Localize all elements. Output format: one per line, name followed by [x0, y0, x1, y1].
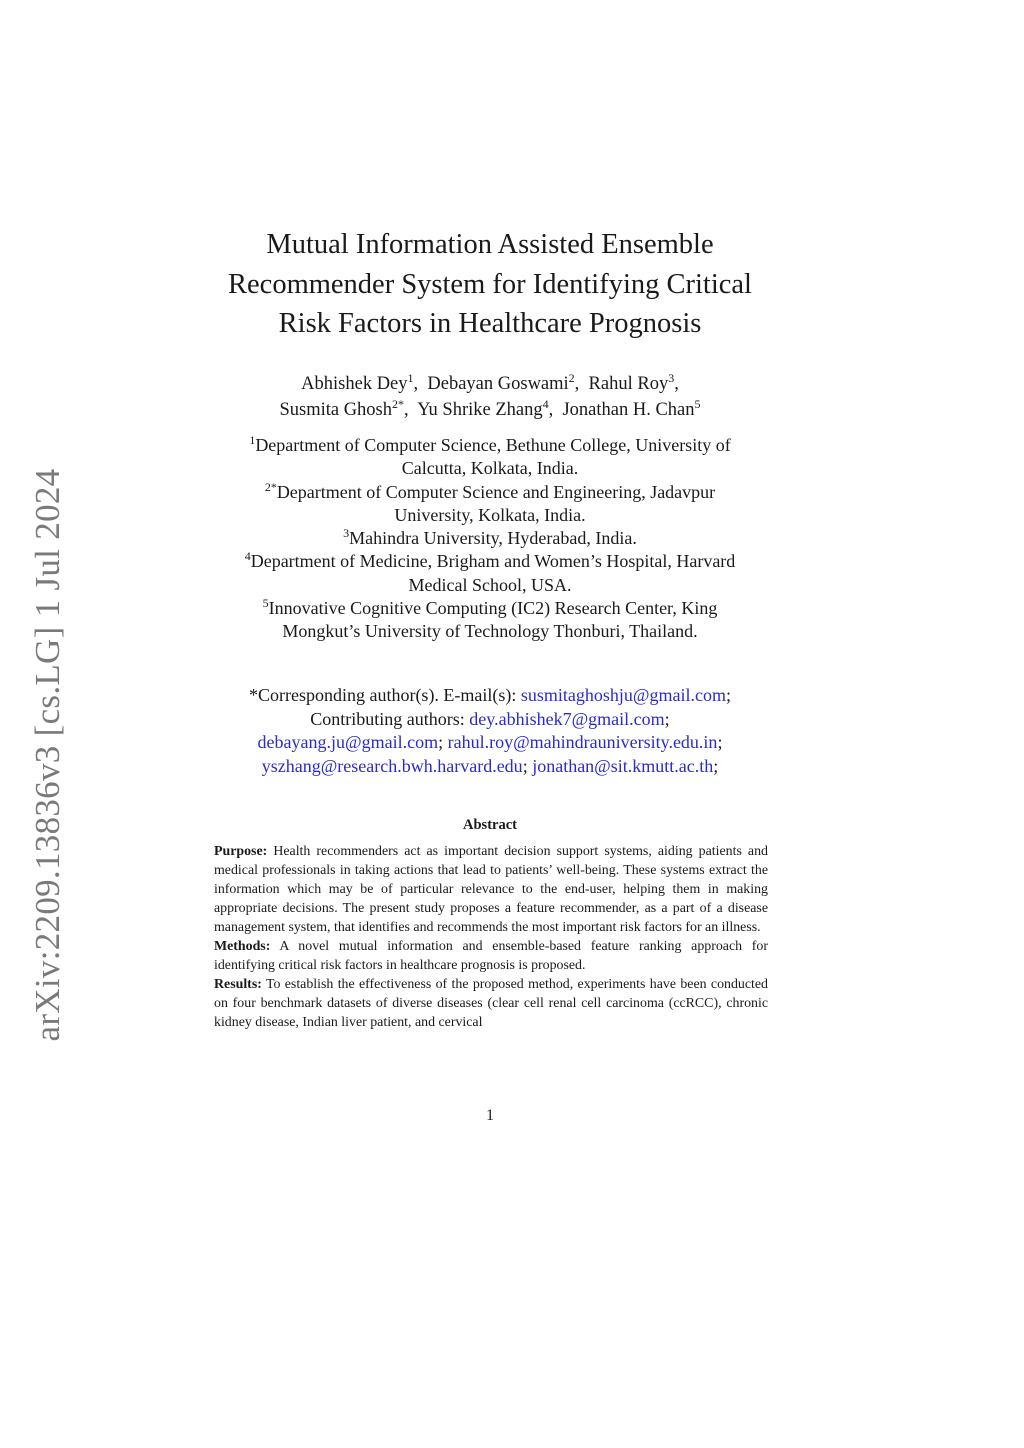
page-number: 1 [486, 1107, 494, 1124]
affiliation-line [190, 597, 790, 620]
abstract-section-label: Purpose: [214, 844, 268, 859]
author-name-text: Rahul Roy [588, 374, 669, 394]
affiliation-marker: 3 [343, 526, 350, 541]
author-line: Abhishek Dey$^1$, Debayan Goswami$^2$, Rahul Roy$^3$, [301, 371, 679, 394]
email-link[interactable]: susmitaghoshju@gmail.com [520, 685, 726, 705]
affiliation-text: Department of Medicine, Brigham and Women’s Hospital, Harvard [250, 551, 736, 572]
author-name-text: Debayan Goswami [427, 374, 569, 394]
affiliation-line: Medical School, USA. [408, 574, 572, 595]
abstract-section-text: A novel mutual information and ensemble-based feature ranking approach for identifying critical risk factors in healthcare prognosis is proposed. [214, 939, 768, 973]
author-affiliation-marker: 5 [694, 397, 701, 411]
affiliation-marker: 5 [262, 596, 269, 611]
affiliation-line: Mongkut’s University of Technology Thonburi, Thailand. [282, 621, 698, 642]
email-line [190, 755, 790, 779]
affiliation-list [190, 434, 790, 644]
email-link[interactable]: yszhang@research.bwh.harvard.edu [261, 756, 523, 777]
affiliation-line [190, 550, 790, 573]
correspondence-block [190, 684, 790, 779]
abstract-section-label: Methods: [214, 939, 271, 954]
affiliation-line [190, 434, 790, 457]
author-affiliation-marker: 2* [392, 397, 405, 411]
affiliation-line [190, 527, 790, 550]
author-affiliation-marker: 3 [668, 371, 675, 385]
abstract-section-methods [214, 937, 768, 975]
author-name [301, 371, 414, 394]
title-line: Risk Factors in Healthcare Prognosis [278, 308, 702, 339]
affiliation-line: Calcutta, Kolkata, India. [401, 458, 579, 479]
abstract-section-text: Health recommenders act as important decision support systems, aiding patients and medical professionals in taking actions that lead to patients’ well-being. These systems extract the information which may be of particular relevance to the end-user, helping them in making appropriate decisions. The present study proposes a feature recommender, as a part of a disease management system, that identifies and recommends the most important risk factors for an illness. [214, 844, 768, 935]
email-separator: ; [726, 685, 732, 705]
author-name [279, 397, 405, 420]
contributing-authors-line [190, 708, 790, 732]
author-name [588, 371, 675, 394]
author-name-text: Susmita Ghosh [279, 400, 393, 420]
email-line [190, 731, 790, 755]
author-name [417, 397, 549, 420]
affiliation-line: University, Kolkata, India. [394, 504, 586, 525]
corresponding-author-line [190, 684, 790, 708]
author-name [427, 371, 575, 394]
author-name-text: Jonathan H. Chan [562, 400, 695, 420]
affiliation-text: Mahindra University, Hyderabad, India. [349, 528, 637, 549]
author-line: Susmita Ghosh$^{2*}$, Yu Shrike Zhang$^4$, Jonathan H. Chan$^5$ [279, 397, 701, 420]
author-affiliation-marker: 1 [407, 371, 414, 385]
abstract-section-results [214, 975, 768, 1032]
affiliation-text: Innovative Cognitive Computing (IC2) Research Center, King [268, 598, 718, 619]
email-separator: ; [438, 732, 444, 753]
author-name [562, 397, 701, 420]
abstract-body [214, 842, 768, 1032]
email-separator: ; [713, 756, 719, 777]
email-link[interactable]: rahul.roy@mahindrauniversity.edu.in [447, 732, 718, 753]
affiliation-line [190, 481, 790, 504]
author-list [190, 371, 790, 423]
email-separator: ; [522, 756, 528, 777]
author-name-text: Yu Shrike Zhang [417, 400, 543, 420]
abstract-section-label: Results: [214, 977, 262, 992]
email-link[interactable]: jonathan@sit.kmutt.ac.th [532, 756, 714, 777]
title-line: Recommender System for Identifying Critical [228, 268, 752, 300]
abstract-section-purpose [214, 842, 768, 937]
title-line: Mutual Information Assisted Ensemble [266, 229, 714, 260]
corresponding-author-label: *Corresponding author(s). E-mail(s): [248, 685, 521, 705]
email-link[interactable]: debayang.ju@gmail.com [257, 732, 439, 753]
author-affiliation-marker: 4 [542, 397, 549, 411]
email-separator: ; [664, 708, 670, 729]
author-affiliation-marker: 2 [568, 371, 575, 385]
affiliation-text: Department of Computer Science and Engineering, Jadavpur [276, 481, 716, 502]
contributing-authors-label: Contributing authors: [310, 708, 470, 729]
paper-title [190, 225, 790, 344]
email-link[interactable]: dey.abhishek7@gmail.com [469, 708, 665, 729]
arxiv-identifier-stamp: arXiv:2209.13836v3 [cs.LG] 1 Jul 2024 [28, 468, 67, 1042]
affiliation-text: Department of Computer Science, Bethune College, University of [255, 435, 731, 455]
email-separator: ; [717, 732, 723, 753]
affiliation-marker: 4 [244, 549, 251, 564]
affiliation-marker: 1 [249, 433, 256, 447]
abstract-heading: Abstract [463, 817, 517, 833]
author-name-text: Abhishek Dey [301, 374, 408, 394]
affiliation-marker: 2* [264, 479, 277, 494]
abstract-section-text: To establish the effectiveness of the proposed method, experiments have been conducted on four benchmark datasets of diverse diseases (clear cell renal cell carcinoma (ccRCC), chronic kidney disease, Indian liver patient, and cervical [214, 977, 768, 1030]
